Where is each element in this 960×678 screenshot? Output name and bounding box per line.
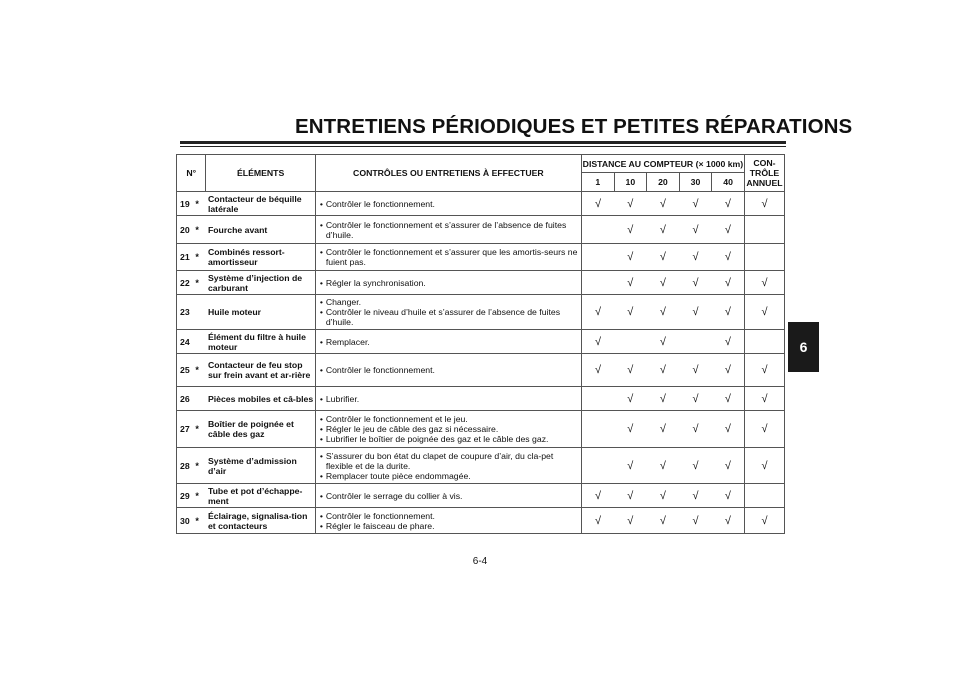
row-element: Tube et pot d’échappe-ment [206,484,315,508]
row-asterisk: * [195,244,206,271]
annual-check [744,216,784,244]
action-list [320,278,578,288]
checkmark-cell: √ [679,484,712,508]
table-row [177,330,785,354]
row-asterisk [195,387,206,411]
checkmark-cell: √ [614,192,647,216]
checkmark-cell: √ [712,244,745,271]
row-actions [315,484,581,508]
action-item: • Contrôler le fonctionnement et le jeu. [320,414,578,424]
action-list [320,199,578,209]
row-actions [315,387,581,411]
checkmark-cell: √ [712,484,745,508]
checkmark-cell: √ [679,271,712,295]
row-number: 22 [177,271,196,295]
action-list [320,365,578,375]
table-row [177,192,785,216]
title-rule-thin [180,146,786,147]
table-row [177,508,785,534]
row-number: 30 [177,508,196,534]
table-row [177,244,785,271]
section-tab: 6 [788,322,819,372]
checkmark-cell: √ [679,448,712,484]
row-number: 21 [177,244,196,271]
row-actions [315,216,581,244]
checkmark-cell: √ [614,271,647,295]
checkmark-cell: √ [614,411,647,448]
row-number: 19 [177,192,196,216]
row-number: 28 [177,448,196,484]
checkmark-cell: √ [614,387,647,411]
row-actions [315,295,581,330]
checkmark-cell [581,271,614,295]
header-distance: DISTANCE AU COMPTEUR (× 1000 km) [581,155,744,173]
checkmark-cell: √ [614,244,647,271]
page-title: ENTRETIENS PÉRIODIQUES ET PETITES RÉPARATIONS [295,115,853,138]
checkmark-cell: √ [712,271,745,295]
row-asterisk [195,330,206,354]
row-number: 27 [177,411,196,448]
annual-check: √ [744,354,784,387]
row-asterisk: * [195,216,206,244]
checkmark-cell: √ [581,354,614,387]
table-row [177,295,785,330]
row-element: Boîtier de poignée et câble des gaz [206,411,315,448]
annual-check [744,484,784,508]
row-number: 25 [177,354,196,387]
checkmark-cell: √ [614,216,647,244]
header-annual: CON- TRÔLE ANNUEL [744,155,784,192]
row-asterisk: * [195,411,206,448]
row-element: Éclairage, signalisa-tion et contacteurs [206,508,315,534]
checkmark-cell: √ [712,216,745,244]
row-asterisk: * [195,484,206,508]
table-row [177,448,785,484]
action-list [320,451,578,481]
action-item: • Contrôler le fonctionnement et s’assurer que les amortis-seurs ne fuient pas. [320,247,578,267]
annual-check: √ [744,448,784,484]
row-actions [315,508,581,534]
checkmark-cell: √ [647,330,680,354]
action-list [320,337,578,347]
action-item: • Contrôler le fonctionnement. [320,511,578,521]
checkmark-cell: √ [712,411,745,448]
action-item: • S’assurer du bon état du clapet de coupure d’air, du cla-pet flexible et de la durite. [320,451,578,471]
checkmark-cell: √ [679,411,712,448]
row-asterisk: * [195,448,206,484]
row-number: 29 [177,484,196,508]
checkmark-cell: √ [647,271,680,295]
action-list [320,511,578,531]
table-row [177,354,785,387]
action-item: • Régler le jeu de câble des gaz si nécessaire. [320,424,578,434]
checkmark-cell: √ [647,448,680,484]
checkmark-cell: √ [581,484,614,508]
action-item: • Régler la synchronisation. [320,278,578,288]
table-row [177,411,785,448]
checkmark-cell: √ [679,354,712,387]
checkmark-cell: √ [581,295,614,330]
row-actions [315,192,581,216]
action-list [320,220,578,240]
checkmark-cell: √ [712,330,745,354]
annual-check: √ [744,508,784,534]
table-row [177,216,785,244]
row-number: 20 [177,216,196,244]
checkmark-cell: √ [581,330,614,354]
checkmark-cell: √ [712,295,745,330]
row-element: Élément du filtre à huile moteur [206,330,315,354]
maintenance-table [176,154,785,534]
annual-check: √ [744,295,784,330]
checkmark-cell: √ [614,484,647,508]
header-elements: ÉLÉMENTS [206,155,315,192]
action-item: • Contrôler le niveau d’huile et s’assurer de l’absence de fuites d’huile. [320,307,578,327]
row-asterisk: * [195,508,206,534]
checkmark-cell [614,330,647,354]
checkmark-cell: √ [581,508,614,534]
checkmark-cell: √ [712,192,745,216]
action-item: • Lubrifier le boîtier de poignée des gaz et le câble des gaz. [320,434,578,444]
checkmark-cell: √ [679,295,712,330]
row-element: Huile moteur [206,295,315,330]
row-actions [315,244,581,271]
table-body [177,192,785,534]
row-number: 24 [177,330,196,354]
row-element: Fourche avant [206,216,315,244]
annual-check: √ [744,387,784,411]
header-km: 20 [647,173,680,192]
row-element: Contacteur de feu stop sur frein avant et ar-rière [206,354,315,387]
title-rule-thick [180,141,786,144]
checkmark-cell: √ [647,244,680,271]
checkmark-cell: √ [647,484,680,508]
annual-check [744,330,784,354]
table-row [177,484,785,508]
row-element: Système d’admission d’air [206,448,315,484]
action-list [320,491,578,501]
annual-check: √ [744,271,784,295]
table-row [177,387,785,411]
checkmark-cell: √ [647,411,680,448]
header-km: 40 [712,173,745,192]
action-list [320,394,578,404]
checkmark-cell [581,387,614,411]
checkmark-cell: √ [614,354,647,387]
row-number: 26 [177,387,196,411]
checkmark-cell [581,411,614,448]
checkmark-cell: √ [712,387,745,411]
header-km: 30 [679,173,712,192]
action-item: • Remplacer toute pièce endommagée. [320,471,578,481]
table-row [177,271,785,295]
row-element: Contacteur de béquille latérale [206,192,315,216]
checkmark-cell: √ [679,192,712,216]
row-actions [315,271,581,295]
checkmark-cell: √ [712,448,745,484]
row-actions [315,330,581,354]
row-number: 23 [177,295,196,330]
checkmark-cell: √ [647,354,680,387]
checkmark-cell: √ [647,387,680,411]
row-asterisk: * [195,354,206,387]
row-element: Pièces mobiles et câ-bles [206,387,315,411]
header-num: N° [177,155,206,192]
checkmark-cell: √ [712,508,745,534]
checkmark-cell: √ [679,387,712,411]
checkmark-cell: √ [647,216,680,244]
header-km: 10 [614,173,647,192]
annual-check [744,244,784,271]
checkmark-cell: √ [647,508,680,534]
action-list [320,414,578,444]
row-actions [315,411,581,448]
row-asterisk [195,295,206,330]
row-asterisk: * [195,271,206,295]
header-km: 1 [581,173,614,192]
checkmark-cell: √ [679,244,712,271]
action-item: • Contrôler le fonctionnement. [320,199,578,209]
row-asterisk: * [195,192,206,216]
row-element: Système d’injection de carburant [206,271,315,295]
checkmark-cell [581,244,614,271]
page-number: 6-4 [472,556,488,567]
checkmark-cell: √ [614,448,647,484]
action-item: • Contrôler le serrage du collier à vis. [320,491,578,501]
row-actions [315,354,581,387]
annual-check: √ [744,192,784,216]
action-item: • Contrôler le fonctionnement. [320,365,578,375]
checkmark-cell [679,330,712,354]
row-element: Combinés ressort-amortisseur [206,244,315,271]
checkmark-cell: √ [581,192,614,216]
checkmark-cell [581,448,614,484]
checkmark-cell: √ [679,508,712,534]
row-actions [315,448,581,484]
annual-check: √ [744,411,784,448]
action-item: • Lubrifier. [320,394,578,404]
checkmark-cell [581,216,614,244]
checkmark-cell: √ [712,354,745,387]
checkmark-cell: √ [614,295,647,330]
checkmark-cell: √ [614,508,647,534]
action-item: • Changer. [320,297,578,307]
checkmark-cell: √ [647,192,680,216]
action-item: • Contrôler le fonctionnement et s’assurer de l’absence de fuites d’huile. [320,220,578,240]
checkmark-cell: √ [679,216,712,244]
action-item: • Régler le faisceau de phare. [320,521,578,531]
checkmark-cell: √ [647,295,680,330]
action-item: • Remplacer. [320,337,578,347]
action-list [320,297,578,327]
action-list [320,247,578,267]
header-actions: CONTRÔLES OU ENTRETIENS À EFFECTUER [315,155,581,192]
